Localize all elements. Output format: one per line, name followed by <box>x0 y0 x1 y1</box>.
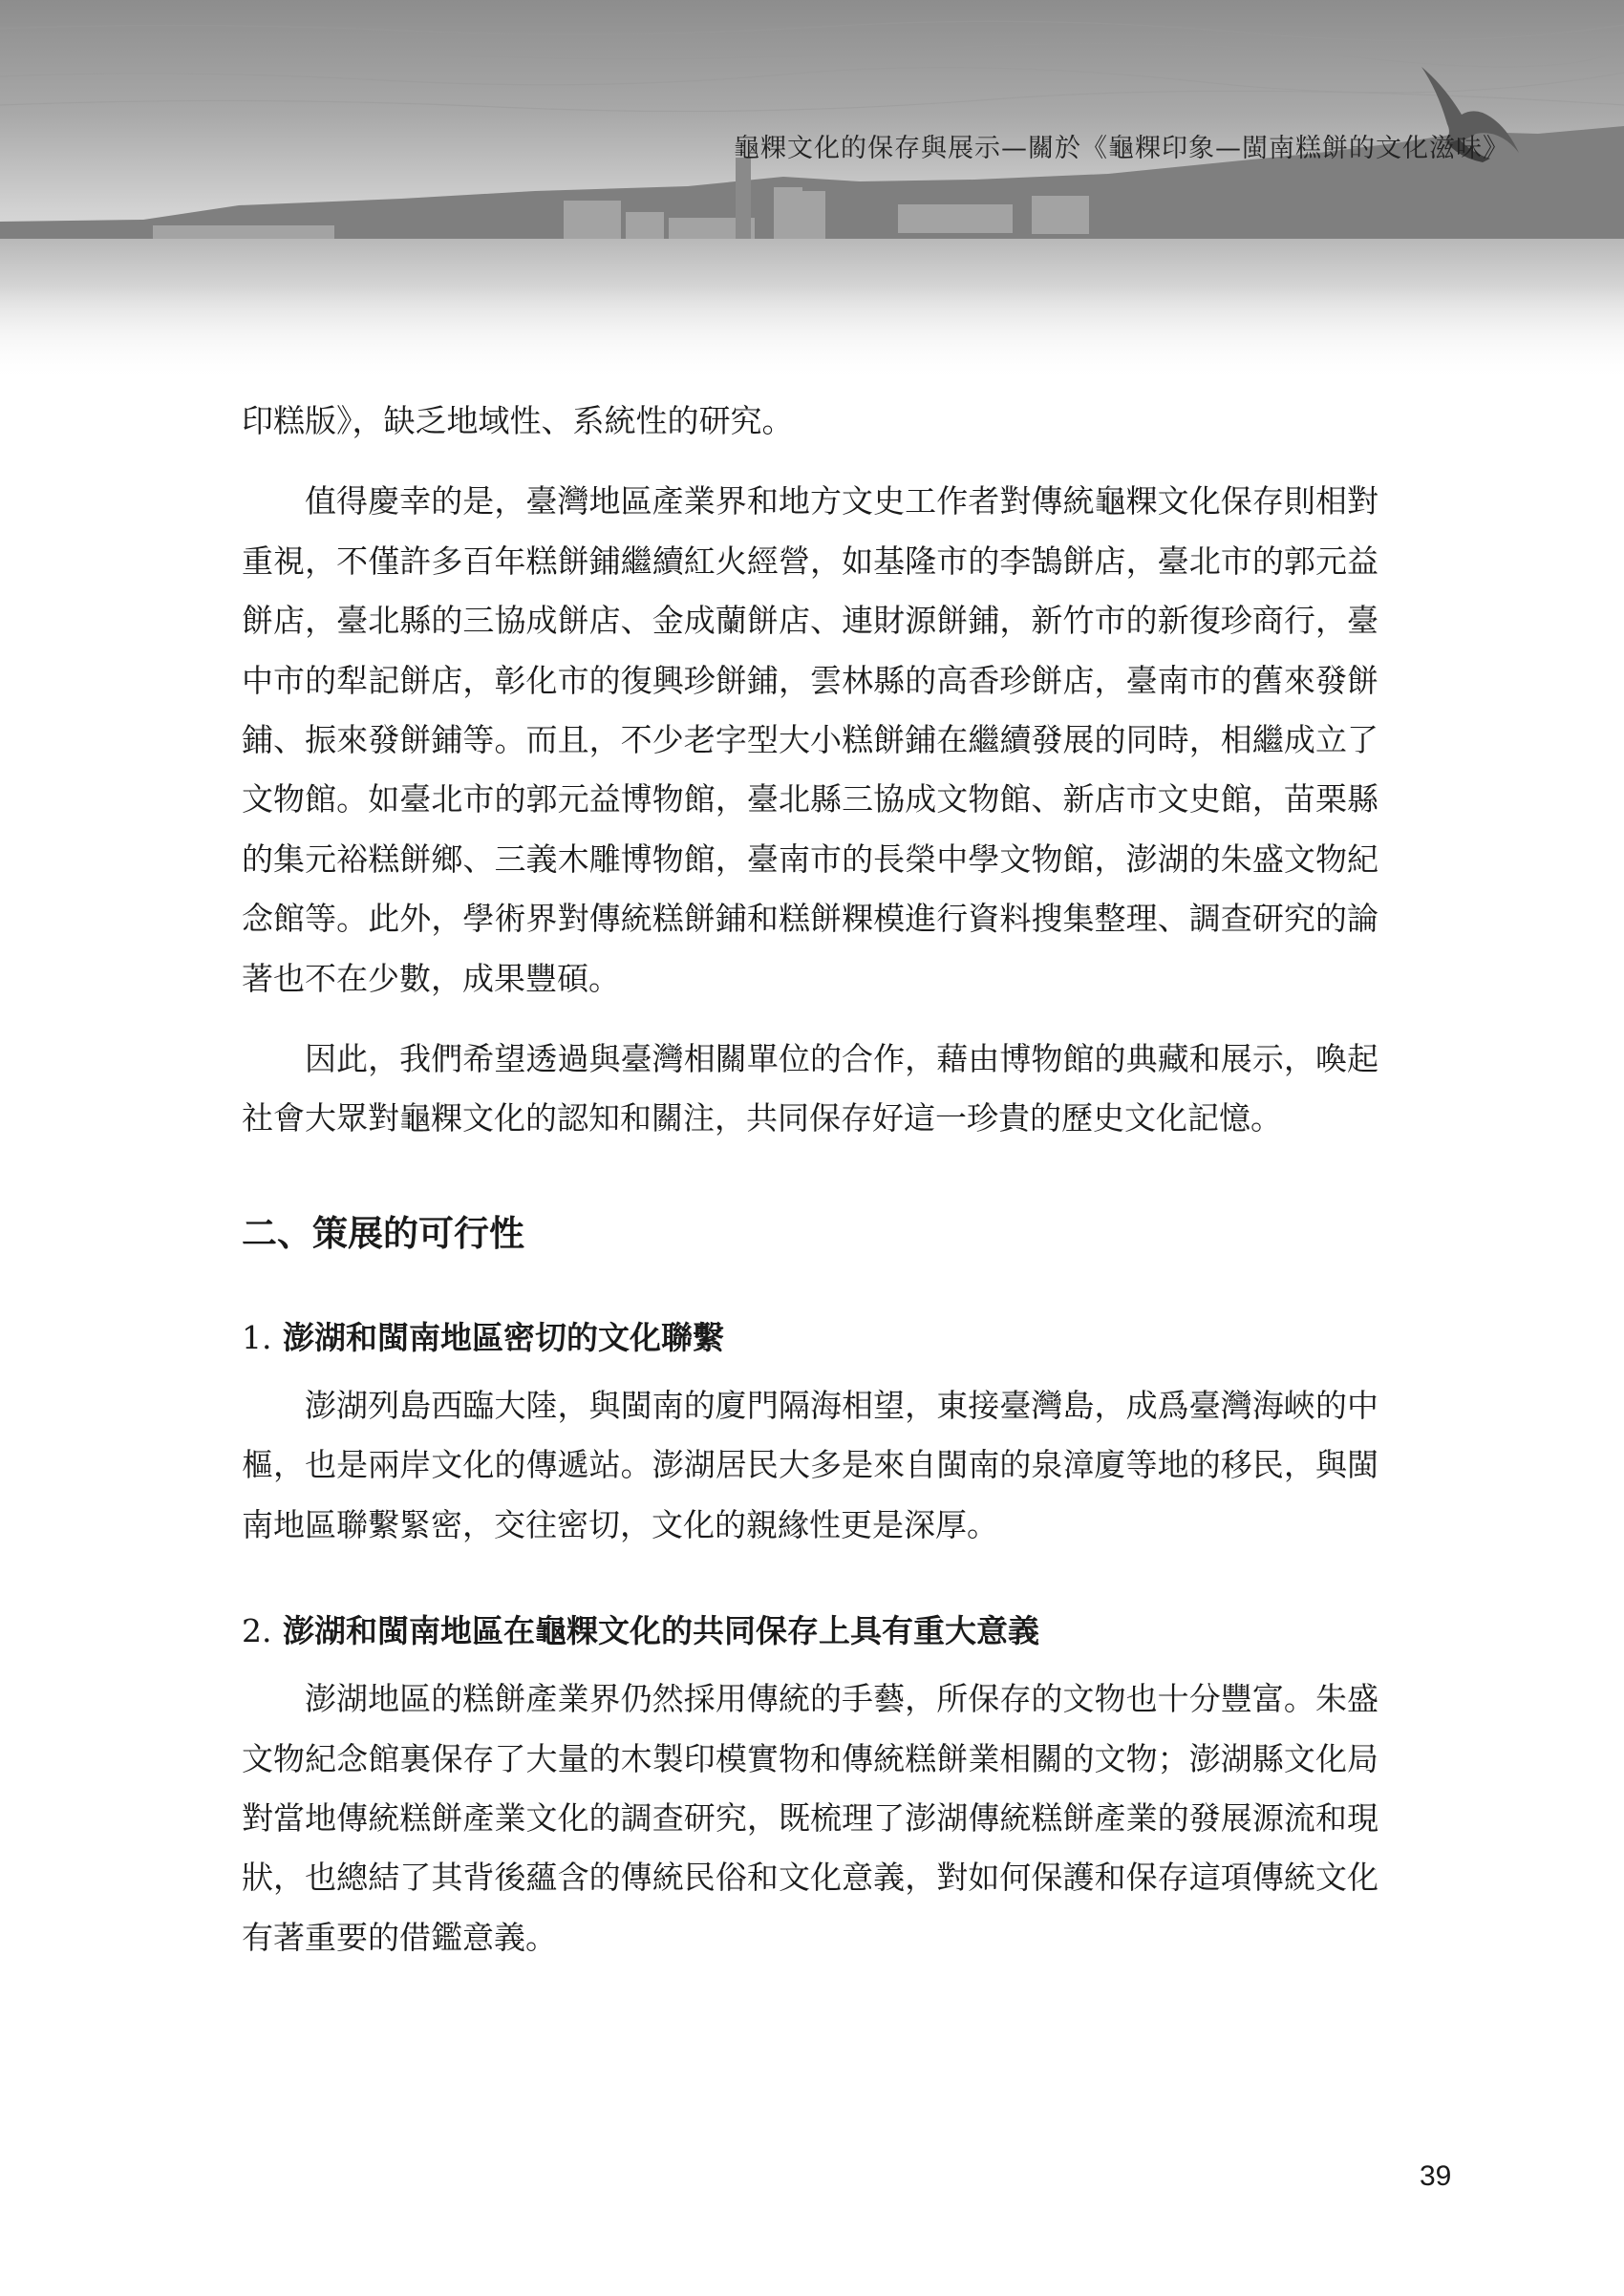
header-banner <box>0 0 1624 382</box>
paragraph-5: 澎湖地區的糕餅產業界仍然採用傳統的手藝，所保存的文物也十分豐富。朱盛文物紀念館裏保存了大量的木製印模實物和傳統糕餅業相關的文物；澎湖縣文化局對當地傳統糕餅產業文化的調查研究，既梳理了澎湖傳統糕餅產業的發展源流和現狀，也總結了其背後蘊含的傳統民俗和文化意義，對如何保護和保存這項傳統文化有著重要的借鑑意義。 <box>242 1680 1378 1956</box>
subheading-1 <box>242 1311 1378 1365</box>
paragraph-3: 因此，我們希望透過與臺灣相關單位的合作，藉由博物館的典藏和展示，喚起社會大眾對龜粿文化的認知和關注，共同保存好這一珍貴的歷史文化記憶。 <box>242 1040 1378 1137</box>
page-number: 39 <box>1420 2160 1452 2192</box>
paragraph-4: 澎湖列島西臨大陸，與閩南的廈門隔海相望，東接臺灣島，成爲臺灣海峽的中樞，也是兩岸文化的傳遞站。澎湖居民大多是來自閩南的泉漳廈等地的移民，與閩南地區聯繫緊密，交往密切，文化的親緣性更是深厚。 <box>242 1386 1378 1543</box>
bottom-fade <box>0 287 1624 382</box>
main-content <box>242 392 1378 1988</box>
section-heading: 二、策展的可行性 <box>242 1211 524 1254</box>
subheading-1-number: 1. <box>242 1318 272 1356</box>
subheading-2-title: 澎湖和閩南地區在龜粿文化的共同保存上具有重大意義 <box>283 1612 1039 1650</box>
paragraph-1: 印糕版》，缺乏地域性、系統性的研究。 <box>242 402 794 439</box>
subheading-2-number: 2. <box>242 1612 272 1650</box>
paragraph-2: 值得慶幸的是，臺灣地區產業界和地方文史工作者對傳統龜粿文化保存則相對重視，不僅許多百年糕餅鋪繼續紅火經營，如基隆市的李鵠餅店，臺北市的郭元益餅店，臺北縣的三協成餅店、金成蘭餅店、連財源餅鋪，新竹市的新復珍商行，臺中市的犁記餅店，彰化市的復興珍餅鋪，雲林縣的高香珍餅店，臺南市的舊來發餅鋪、振來發餅鋪等。而且，不少老字型大小糕餅鋪在繼續發展的同時，相繼成立了文物館。如臺北市的郭元益博物館，臺北縣三協成文物館、新店市文史館，苗栗縣的集元裕糕餅鄉、三義木雕博物館，臺南市的長榮中學文物館，澎湖的朱盛文物紀念館等。此外，學術界對傳統糕餅鋪和糕餅粿模進行資料搜集整理、調查研究的論著也不在少數，成果豐碩。 <box>242 482 1378 997</box>
subheading-1-title: 澎湖和閩南地區密切的文化聯繫 <box>283 1318 724 1356</box>
seascape-illustration <box>0 0 1624 382</box>
running-title: 龜粿文化的保存與展示—關於《龜粿印象—閩南糕餅的文化滋味》 <box>734 134 1509 163</box>
subheading-2 <box>242 1605 1378 1658</box>
